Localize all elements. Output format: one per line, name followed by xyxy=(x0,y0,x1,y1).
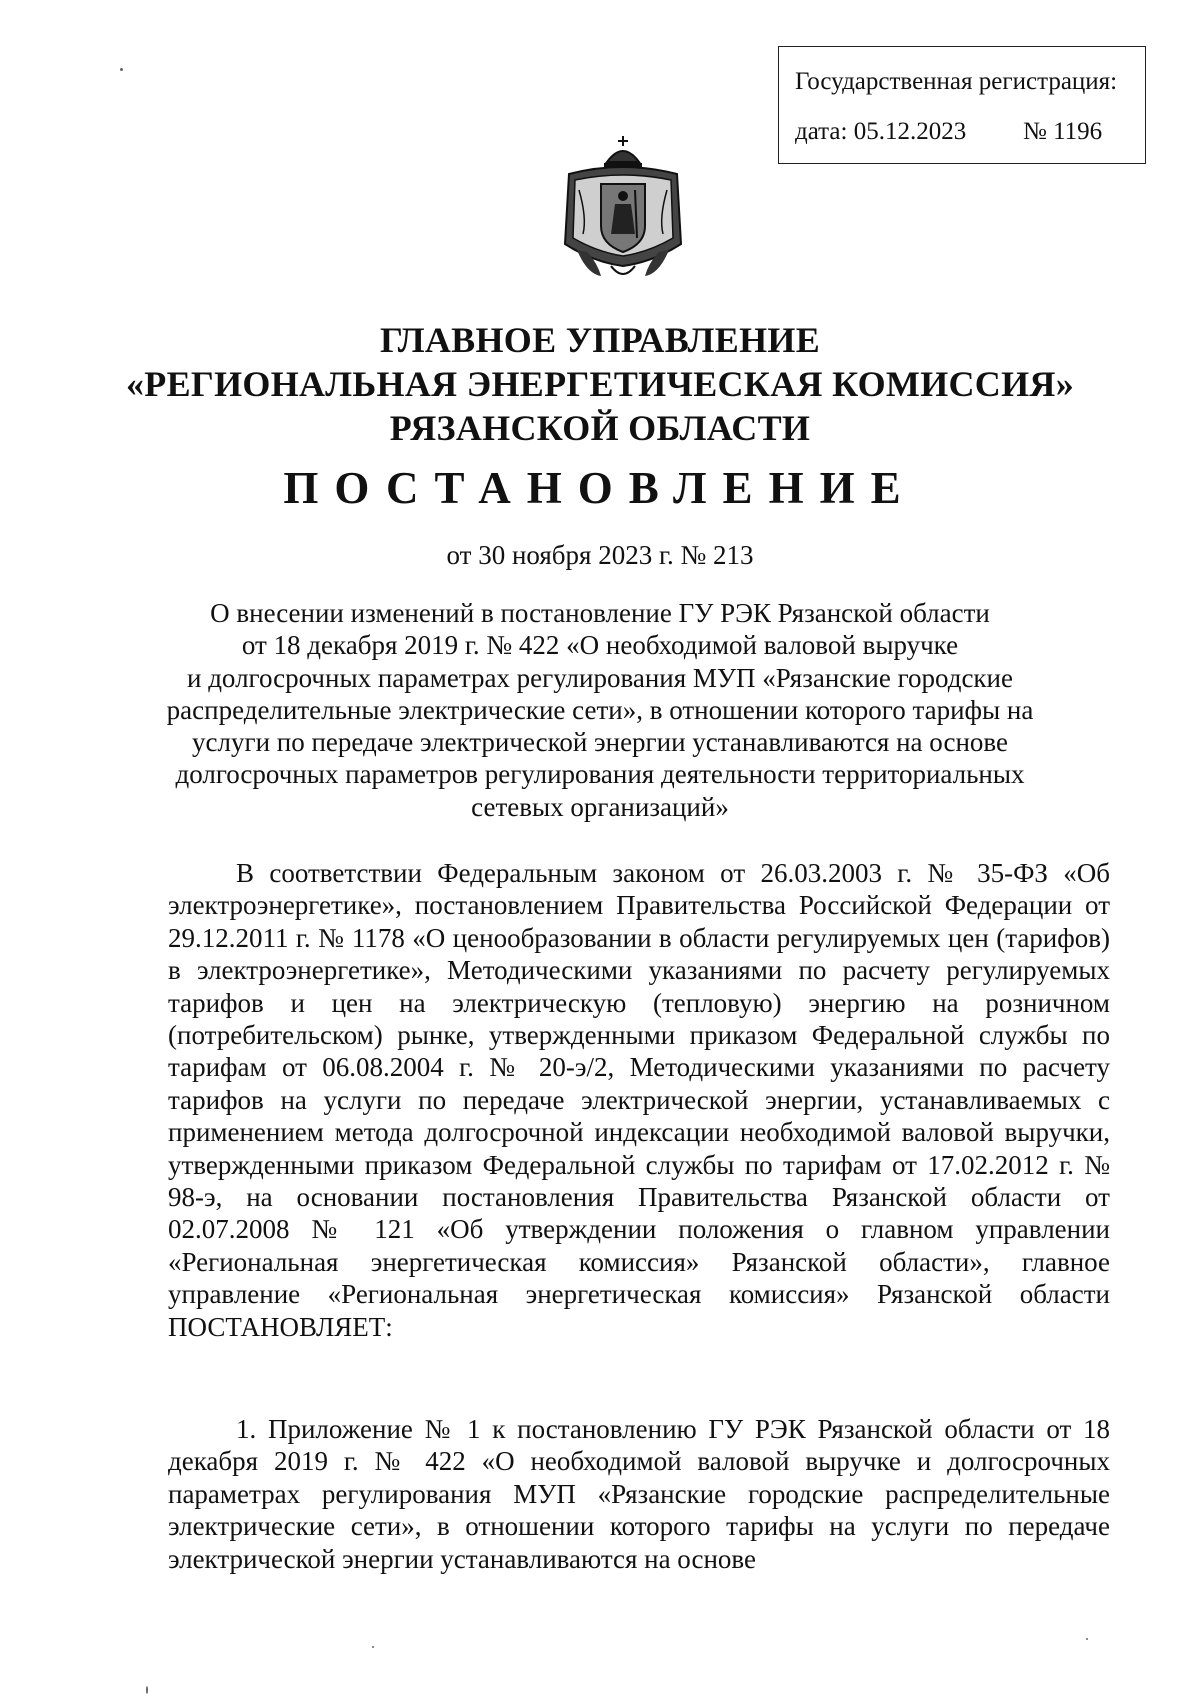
organization-title xyxy=(0,318,1200,450)
registration-stamp xyxy=(778,46,1146,164)
subject-line: сетевых организаций» xyxy=(471,791,729,822)
organization-title-line-3: РЯЗАНСКОЙ ОБЛАСТИ xyxy=(389,408,811,448)
subject-line: услуги по передаче электрической энергии устанавливаются на основе xyxy=(192,727,1008,758)
subject-line: и долгосрочных параметрах регулирования МУП «Рязанские городские xyxy=(187,662,1013,693)
organization-title-line-2: «РЕГИОНАЛЬНАЯ ЭНЕРГЕТИЧЕСКАЯ КОМИССИЯ» xyxy=(126,364,1074,404)
ryazan-coat-of-arms-icon xyxy=(557,134,689,284)
scan-speck xyxy=(146,1686,148,1694)
registration-title: Государственная регистрация: xyxy=(795,68,1118,95)
subject-line: долгосрочных параметров регулирования деятельности территориальных xyxy=(175,759,1025,790)
scan-speck xyxy=(120,68,123,71)
subject-line: О внесении изменений в постановление ГУ РЭК Рязанской области xyxy=(210,598,990,628)
registration-number: № 1196 xyxy=(1023,118,1103,145)
scan-speck xyxy=(372,1646,374,1648)
subject-line: от 18 декабря 2019 г. № 422 «О необходимой валовой выручке xyxy=(241,630,959,661)
registration-date: дата: 05.12.2023 xyxy=(795,118,967,145)
document-date-number: от 30 ноября 2023 г. № 213 xyxy=(446,540,754,570)
document-subject xyxy=(160,597,1040,823)
subject-line: распределительные электрические сети», в отношении которого тарифы на xyxy=(166,694,1034,725)
scan-speck xyxy=(1086,1638,1088,1640)
preamble-paragraph: В соответствии Федеральным законом от 26.03.2003 г. № 35-ФЗ «Об электроэнергетике», постановлением Правительства Российской Федерации от 29.12.2011 г. № 1178 «О ценообразовании в области регулируемых цен (тарифов) в электроэнергетике», Методическими указаниями по расчету регулируемых тарифов и цен на электрическую (тепловую) энергию на розничном (потребительском) рынке, утвержденными приказом Федеральной службы по тарифам от 06.08.2004 г. № 20-э/2, Методическими указаниями по расчету тарифов на услуги по передаче электрической энергии, устанавливаемых с применением метода долгосрочной индексации необходимой валовой выручки, утвержденными приказом Федеральной службы по тарифам от 17.02.2012 г. № 98-э, на основании постановления Правительства Рязанской области от 02.07.2008 № 121 «Об утверждении положения о главном управлении «Региональная энергетическая комиссия» Рязанской области», главное управление «Региональная энергетическая комиссия» Рязанской области ПОСТАНОВЛЯЕТ: xyxy=(168,858,1110,1342)
document-type-heading: ПОСТАНОВЛЕНИЕ xyxy=(283,463,917,513)
clause-1-paragraph: 1. Приложение № 1 к постановлению ГУ РЭК Рязанской области от 18 декабря 2019 г. № 422 «О необходимой валовой выручке и долгосрочных параметрах регулирования МУП «Рязанские городские распределительные электрические сети», в отношении которого тарифы на услуги по передаче электрической энергии устанавливаются на основе xyxy=(168,1414,1110,1574)
organization-title-line-1: ГЛАВНОЕ УПРАВЛЕНИЕ xyxy=(379,320,821,360)
